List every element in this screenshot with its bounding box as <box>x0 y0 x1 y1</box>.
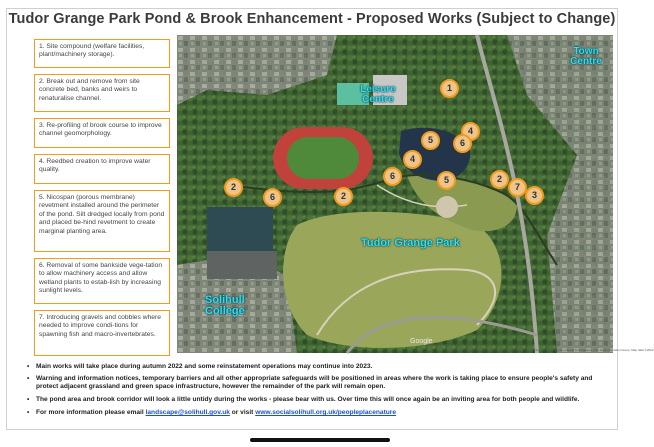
google-logo: Google <box>410 338 433 345</box>
marker-3[interactable]: 3 <box>525 186 544 205</box>
marker-5[interactable]: 5 <box>421 131 440 150</box>
marker-4[interactable]: 4 <box>461 122 480 141</box>
marker-2[interactable]: 2 <box>490 170 509 189</box>
label-solihull-college: Solihull College <box>205 294 245 317</box>
bullet-icon: • <box>27 396 30 403</box>
aerial-map[interactable] <box>177 35 654 353</box>
label-tudor-grange-park: Tudor Grange Park <box>361 237 460 249</box>
contact-middle: or visit <box>229 409 256 416</box>
bullet-icon: • <box>27 375 30 382</box>
legend-item-4: 4. Reedbed creation to improve water quality. <box>34 154 170 184</box>
marker-6[interactable]: 6 <box>263 188 282 207</box>
note-item <box>27 363 612 371</box>
label-leisure-centre: Leisure Centre <box>360 84 396 105</box>
note-item <box>27 375 612 392</box>
note-item <box>27 396 612 404</box>
legend-item-7: 7. Introducing gravels and cobbles where needed to improve condi-tions for spawning fish and macro-invertebrates. <box>34 310 170 356</box>
poster <box>6 8 654 430</box>
marker-4[interactable]: 4 <box>403 150 422 169</box>
note-item <box>27 409 612 417</box>
marker-5[interactable]: 5 <box>437 171 456 190</box>
page-title: Tudor Grange Park Pond & Brook Enhancement - Proposed Works (Subject to Change) <box>8 11 616 27</box>
marker-6[interactable]: 6 <box>383 167 402 186</box>
marker-6[interactable]: 6 <box>453 134 472 153</box>
bullet-icon: • <box>27 363 30 370</box>
contact-line <box>36 409 612 417</box>
label-town-centre: Town Centre <box>570 46 602 67</box>
note-text: Main works will take place during autumn 2022 and some reinstatement operations may continue into 2023. <box>36 363 373 370</box>
note-text: The pond area and brook corridor will look a little untidy during the works - please bear with us. Over time this will once again be an inviting area for both people and wildlife. <box>36 396 580 403</box>
legend-item-3: 3. Re-profiling of brook course to improve channel geomorphology. <box>34 118 170 148</box>
legend-item-6: 6. Removal of some bankside vege-tation to allow machinery access and allow wetland plants to estab-lish by increasing sunlight levels. <box>34 258 170 304</box>
bullet-icon: • <box>27 409 30 416</box>
marker-2[interactable]: 2 <box>334 187 353 206</box>
map-attribution: Imagery ©2022 Google, Imagery ©2022 Bluesky, Getmapping plc, Infoterra Ltd & Bluesky, Maxar Technologies, The GeoInformation Group, Map data ©2022 <box>445 348 654 352</box>
legend-item-2: 2. Break out and remove from site concrete bed, banks and weirs to renaturalise channel. <box>34 74 170 112</box>
home-indicator[interactable] <box>250 438 390 442</box>
legend-item-5: 5. Nicospan (porous membrane) revetment installed around the perimeter of the pond. Silt dredged locally from pond and placed be-hind revetment to create marginal planting area. <box>34 190 170 252</box>
contact-prefix: For more information please email <box>36 409 146 416</box>
legend-item-1: 1. Site compound (welfare facilities, plant/machinery storage). <box>34 39 170 68</box>
note-text: Warning and information notices, temporary barriers and all other appropriate safeguards will be positioned in areas where the work is taking place to ensure people's safety and protect adjacent grassland and green space infrastructure, however the remainder of the park will remain open. <box>36 375 593 391</box>
marker-7[interactable]: 7 <box>508 178 527 197</box>
email-link[interactable]: landscape@solihull.gov.uk <box>145 409 230 416</box>
marker-2[interactable]: 2 <box>224 178 243 197</box>
marker-1[interactable]: 1 <box>440 79 459 98</box>
website-link[interactable]: www.socialsolihull.org.uk/peopleplacenature <box>255 409 397 416</box>
